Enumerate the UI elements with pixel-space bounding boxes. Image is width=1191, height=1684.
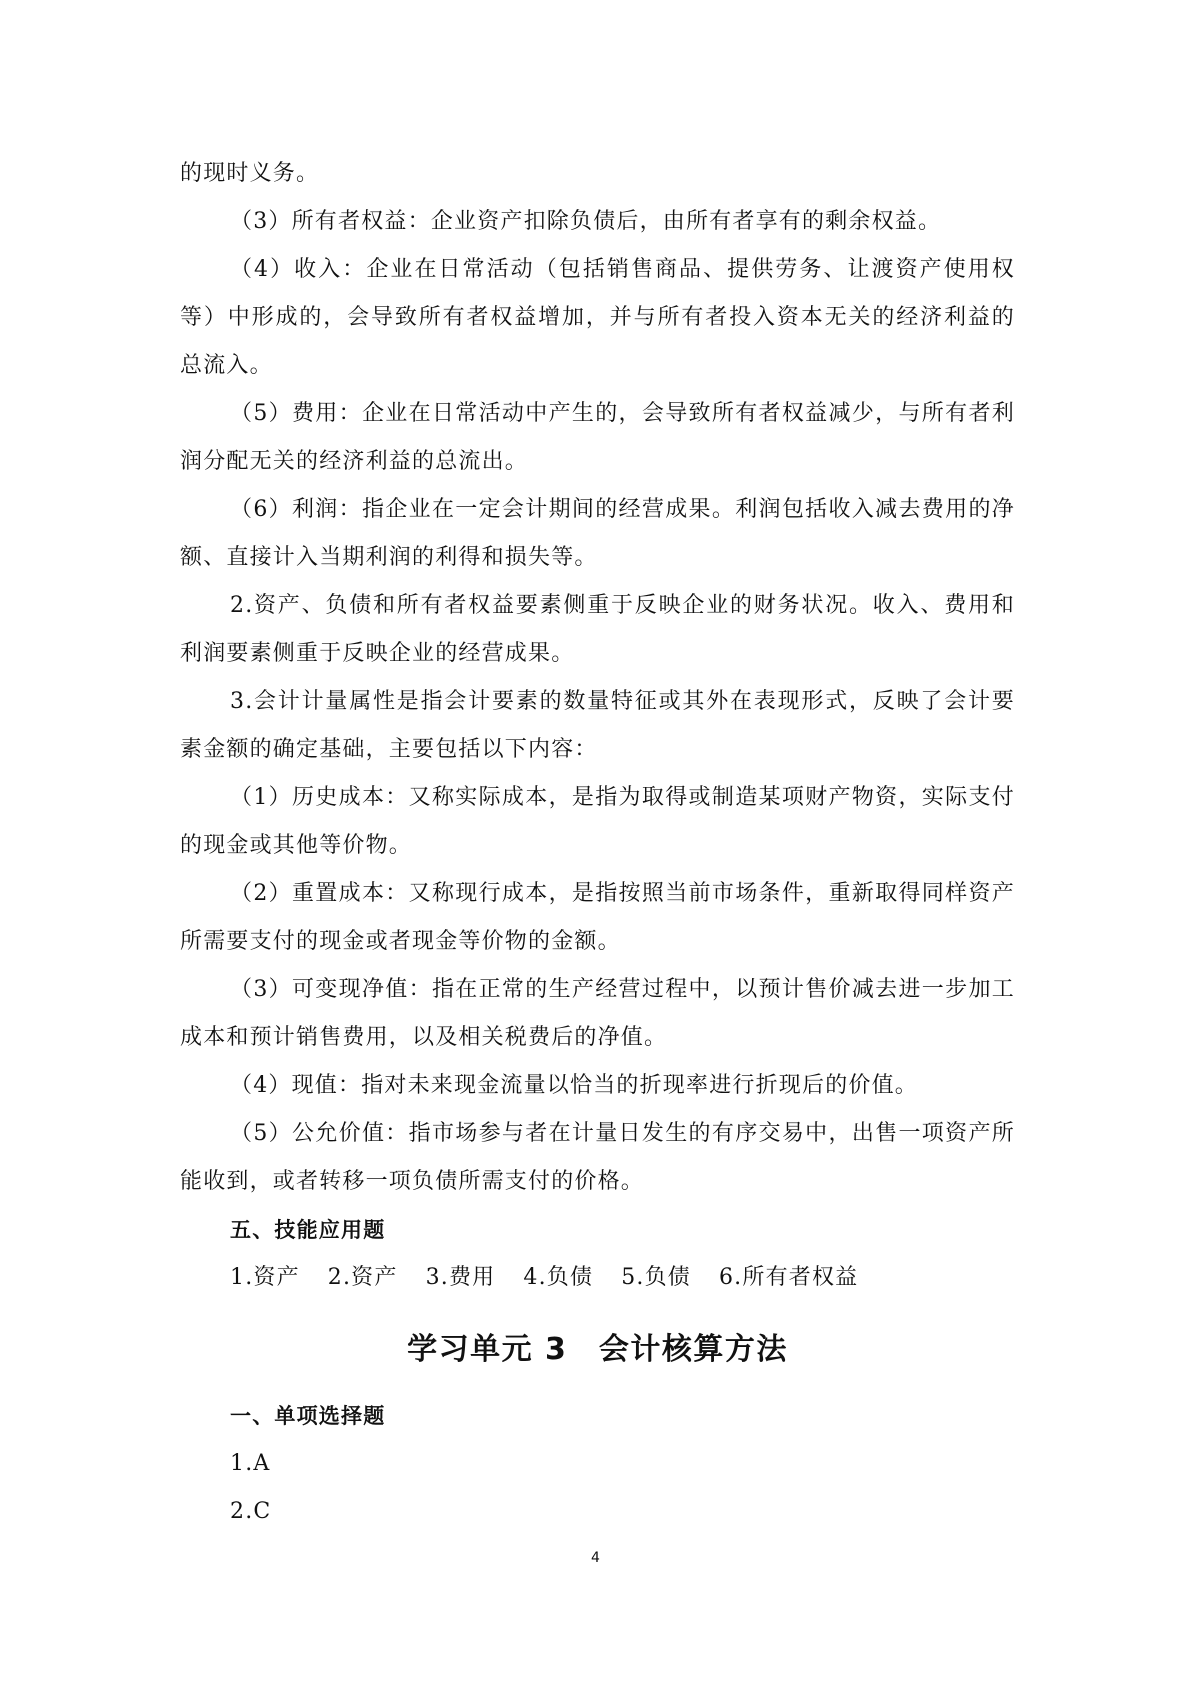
section-heading: 一、单项选择题 xyxy=(230,1404,386,1428)
answer-item: 5.负债 xyxy=(621,1265,691,1290)
answer-item: 2.C xyxy=(230,1499,272,1524)
answer-item: 3.费用 xyxy=(425,1265,496,1290)
answer-item: 1.资产 xyxy=(230,1265,300,1290)
page-number: 4 xyxy=(591,1550,600,1566)
paragraph: 2.资产、负债和所有者权益要素侧重于反映企业的财务状况。收入、费用和利润要素侧重于反映企业的经营成果。 xyxy=(180,593,1015,666)
answer-content xyxy=(180,150,1015,1302)
section-heading: 五、技能应用题 xyxy=(230,1218,386,1242)
paragraph: （3）所有者权益：企业资产扣除负债后，由所有者享有的剩余权益。 xyxy=(230,209,942,234)
answer-list xyxy=(180,1254,1015,1302)
paragraph: 的现时义务。 xyxy=(180,161,320,186)
unit-section xyxy=(180,1392,1015,1536)
answer-item: 4.负债 xyxy=(523,1265,594,1290)
paragraph: 3.会计计量属性是指会计要素的数量特征或其外在表现形式，反映了会计要素金额的确定基础，主要包括以下内容： xyxy=(180,689,1015,762)
paragraph: （3）可变现净值：指在正常的生产经营过程中，以预计售价减去进一步加工成本和预计销售费用，以及相关税费后的净值。 xyxy=(180,977,1015,1050)
answer-item: 1.A xyxy=(230,1451,271,1476)
paragraph: （6）利润：指企业在一定会计期间的经营成果。利润包括收入减去费用的净额、直接计入当期利润的利得和损失等。 xyxy=(180,497,1015,570)
paragraph: （4）现值：指对未来现金流量以恰当的折现率进行折现后的价值。 xyxy=(230,1073,918,1098)
paragraph: （5）费用：企业在日常活动中产生的，会导致所有者权益减少，与所有者利润分配无关的经济利益的总流出。 xyxy=(180,401,1015,474)
paragraph: （4）收入：企业在日常活动（包括销售商品、提供劳务、让渡资产使用权等）中形成的，会导致所有者权益增加，并与所有者投入资本无关的经济利益的总流入。 xyxy=(180,257,1015,378)
paragraph: （1）历史成本：又称实际成本，是指为取得或制造某项财产物资，实际支付的现金或其他等价物。 xyxy=(180,785,1015,858)
answer-item: 6.所有者权益 xyxy=(718,1265,859,1290)
answer-item: 2.资产 xyxy=(327,1265,398,1290)
paragraph: （2）重置成本：又称现行成本，是指按照当前市场条件，重新取得同样资产所需要支付的现金或者现金等价物的金额。 xyxy=(180,881,1015,954)
unit-title: 学习单元 3 会计核算方法 xyxy=(407,1332,788,1367)
paragraph: （5）公允价值：指市场参与者在计量日发生的有序交易中，出售一项资产所能收到，或者转移一项负债所需支付的价格。 xyxy=(180,1121,1015,1194)
